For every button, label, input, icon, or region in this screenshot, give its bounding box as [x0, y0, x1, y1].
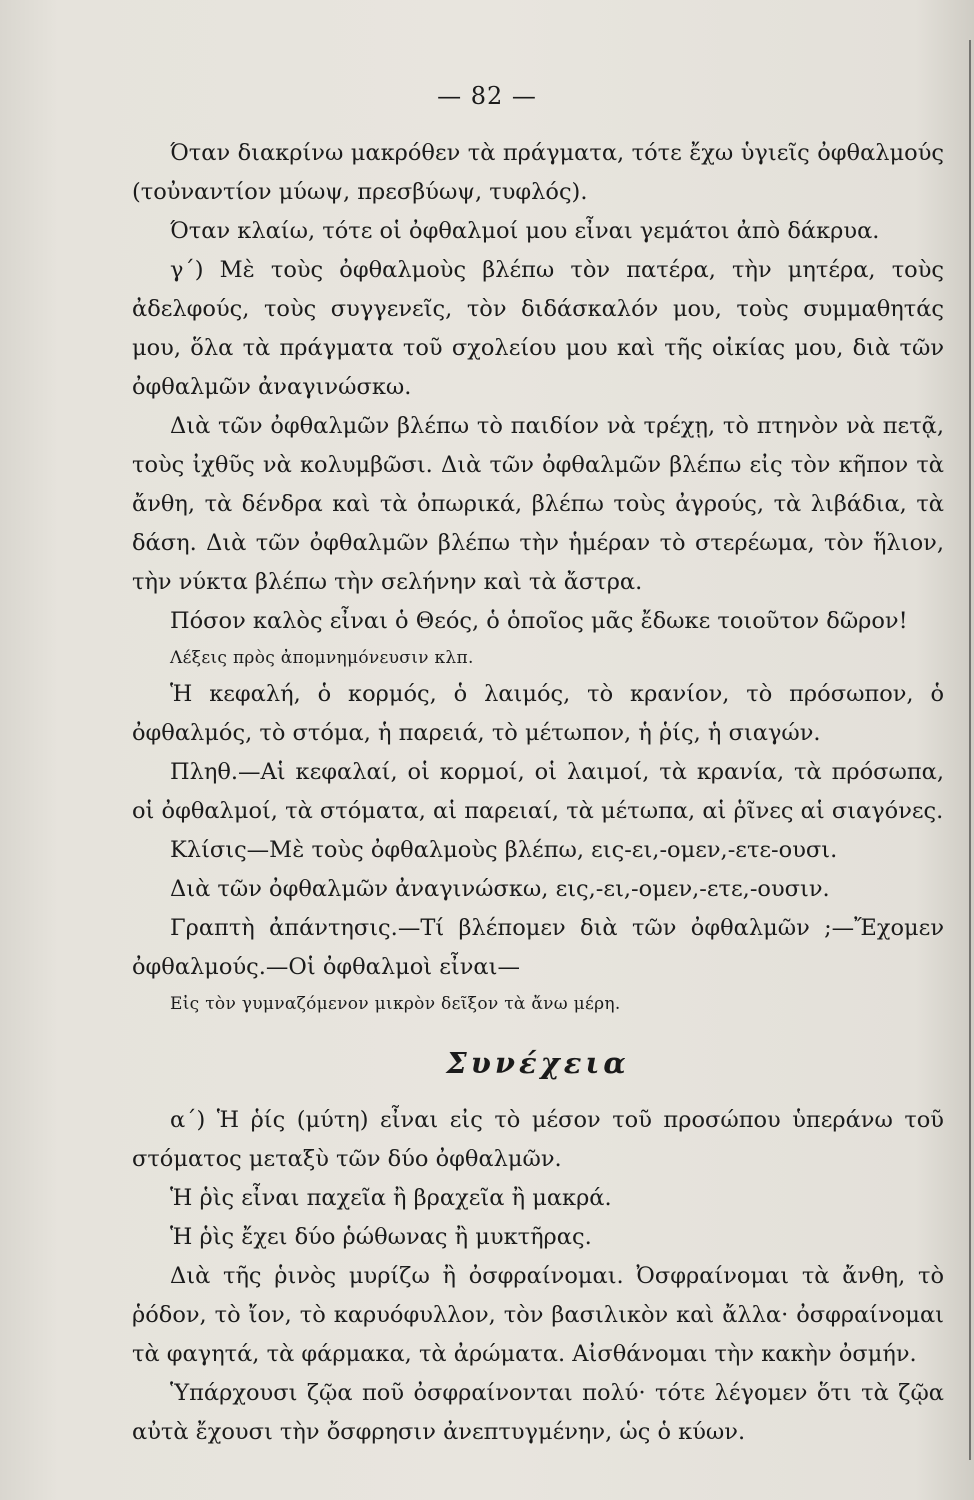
paragraph: Κλίσις—Μὲ τοὺς ὀφθαλμοὺς βλέπω, εις-ει,-ομεν,-ετε-ουσι. [170, 837, 838, 863]
paragraph: Διὰ τῶν ὀφθαλμῶν βλέπω τὸ παιδίον νὰ τρέχῃ, τὸ πτηνὸν νὰ πετᾷ, τοὺς ἰχθῦς νὰ κολυμβῶσι. Διὰ τῶν ὀφθαλμῶν βλέπω εἰς τὸν κῆπον τὰ ἄνθη, τὰ δένδρα καὶ τὰ ὀπωρικά, βλέπω τοὺς ἀγρούς, τὰ λιβάδια, τὰ δάση. Διὰ τῶν ὀφθαλμῶν βλέπω τὴν ἡμέραν τὸ στερέωμα, τὸν ἥλιον, τὴν νύκτα βλέπω τὴν σελήνην καὶ τὰ ἄστρα. [132, 413, 944, 595]
paragraph: Ὑπάρχουσι ζῷα ποῦ ὀσφραίνονται πολύ· τότε λέγομεν ὅτι τὰ ζῷα αὐτὰ ἔχουσι τὴν ὄσφρησιν ἀνεπτυγμένην, ὡς ὁ κύων. [132, 1380, 944, 1445]
section-heading: Συνέχεια [446, 1046, 630, 1080]
page-edge-shadow [969, 40, 971, 1460]
paragraph: Ἡ ῥὶς εἶναι παχεῖα ἢ βραχεῖα ἢ μακρά. [170, 1185, 612, 1211]
note-line: Λέξεις πρὸς ἀπομνημόνευσιν κλπ. [170, 648, 474, 668]
paragraph: Όταν διακρίνω μακρόθεν τὰ πράγματα, τότε ἔχω ὑγιεῖς ὀφθαλμούς (τοὐναντίον μύωψ, πρεσβύωψ, τυφλός). [132, 140, 944, 205]
paragraph: Γραπτὴ ἀπάντησις.—Τί βλέπομεν διὰ τῶν ὀφθαλμῶν ;—Ἔχομεν ὀφθαλμούς.—Οἱ ὀφθαλμοὶ εἶναι— [132, 915, 944, 980]
paragraph: Όταν κλαίω, τότε οἱ ὀφθαλμοί μου εἶναι γεμάτοι ἀπὸ δάκρυα. [170, 218, 880, 244]
paragraph: Ἡ ῥὶς ἔχει δύο ῥώθωνας ἢ μυκτῆρας. [170, 1224, 592, 1250]
paragraph: γ΄) Μὲ τοὺς ὀφθαλμοὺς βλέπω τὸν πατέρα, τὴν μητέρα, τοὺς ἀδελφούς, τοὺς συγγενεῖς, τὸν διδάσκαλόν μου, τοὺς συμμαθητάς μου, ὅλα τὰ πράγματα τοῦ σχολείου μου καὶ τῆς οἰκίας μου, διὰ τῶν ὀφθαλμῶν ἀναγινώσκω. [132, 257, 944, 400]
paragraph: Διὰ τῶν ὀφθαλμῶν ἀναγινώσκω, εις,-ει,-ομεν,-ετε,-ουσιν. [170, 876, 830, 902]
paragraph: Ἡ κεφαλή, ὁ κορμός, ὁ λαιμός, τὸ κρανίον, τὸ πρόσωπον, ὁ ὀφθαλμός, τὸ στόμα, ἡ παρειά, τὸ μέτωπον, ἡ ῥίς, ἡ σιαγών. [132, 681, 944, 746]
page-text [132, 134, 944, 1452]
paragraph: Πληθ.—Αἱ κεφαλαί, οἱ κορμοί, οἱ λαιμοί, τὰ κρανία, τὰ πρόσωπα, οἱ ὀφθαλμοί, τὰ στόματα, αἱ παρειαί, τὰ μέτωπα, αἱ ῥῖνες αἱ σιαγόνες. [132, 759, 944, 824]
paragraph: α΄) Ἡ ῥίς (μύτη) εἶναι εἰς τὸ μέσον τοῦ προσώπου ὑπεράνω τοῦ στόματος μεταξὺ τῶν δύο ὀφθαλμῶν. [132, 1107, 944, 1172]
paragraph: Διὰ τῆς ῥινὸς μυρίζω ἢ ὀσφραίνομαι. Ὀσφραίνομαι τὰ ἄνθη, τὸ ῥόδον, τὸ ἴον, τὸ καρυόφυλλον, τὸν βασιλικὸν καὶ ἄλλα· ὀσφραίνομαι τὰ φαγητά, τὰ φάρμακα, τὰ ἀρώματα. Αἰσθάνομαι τὴν κακὴν ὀσμήν. [132, 1263, 944, 1367]
page-number: — 82 — [437, 82, 537, 110]
note-line: Εἰς τὸν γυμναζόμενον μικρὸν δεῖξον τὰ ἄνω μέρη. [170, 994, 621, 1014]
paragraph: Πόσον καλὸς εἶναι ὁ Θεός, ὁ ὁποῖος μᾶς ἔδωκε τοιοῦτον δῶρον! [170, 608, 908, 634]
